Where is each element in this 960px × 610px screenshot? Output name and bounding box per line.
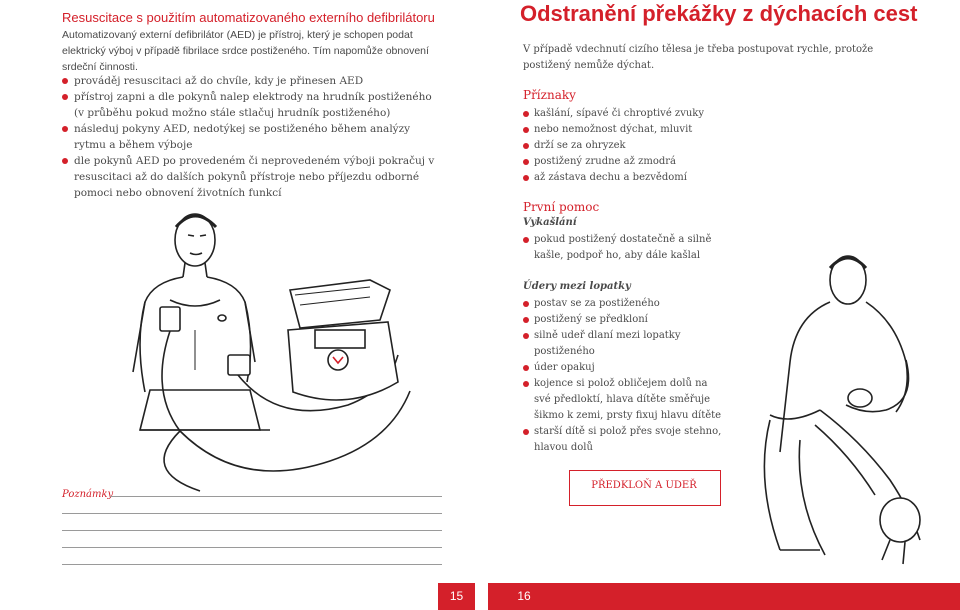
list-item [523,296,723,312]
bullet-icon [523,317,529,323]
symptom-text: kašlání, sípavé či chroptivé zvuky [534,108,704,119]
list-item [523,122,763,138]
bullet-icon [523,143,529,149]
list-item [523,170,763,186]
right-page-title: Odstranění překážky z dýchacích cest [520,1,918,26]
blow-text: postižený se předkloní [534,314,648,325]
symptom-text: až zástava dechu a bezvědomí [534,172,687,183]
notes-label: Poznámky [62,489,114,500]
symptom-text: drží se za ohryzek [534,140,626,151]
list-item [523,312,723,328]
list-item [523,138,763,154]
blow-text: kojence si polož obličejem dolů na své předloktí, hlava dítěte směřuje šikmo k zemi, prsty fixuj hlavu dítěte [534,378,722,421]
list-item [523,106,763,122]
step-text: následuj pokyny AED, nedotýkej se postiženého během analýzy rytmu a během výboje [74,123,411,151]
aed-steps-list [62,73,444,201]
blow-text: starší dítě si polož přes svoje stehno, hlavou dolů [534,426,722,453]
lean-and-strike-label: PŘEDKLOŇ A UDEŘ [591,480,697,491]
bullet-icon [523,365,529,371]
bullet-icon [523,127,529,133]
aed-illustration [110,205,450,495]
list-item [62,89,444,121]
cough-list [523,232,723,264]
bullet-icon [523,301,529,307]
list-item [523,154,763,170]
left-intro-text: Automatizovaný externí defibrilátor (AED) je přístroj, který je schopen podat elektrický výboj v případě fibrilace srdce postiženého. Tím napomůže obnovení srdeční činnosti. [62,29,429,73]
note-line [62,513,442,514]
step-text: přístroj zapni a dle pokynů nalep elektrody na hrudník postiženého (v průběhu pokud možno stále stlačuj hrudník postiženého) [74,91,432,119]
note-line [62,530,442,531]
cough-heading: Vykašlání [523,217,577,228]
step-text: prováděj resuscitaci až do chvíle, kdy je přinesen AED [74,75,364,87]
symptom-text: nebo nemožnost dýchat, mluvit [534,124,693,135]
step-text: dle pokynů AED po provedeném či neprovedeném výboji pokračuj v resuscitaci až do dalších pokynů přístroje nebo příjezdu odborné pomoci nebo obnovení životních funkcí [74,155,435,199]
note-line [62,547,442,548]
bullet-icon [523,333,529,339]
right-intro-text: V případě vdechnutí cizího tělesa je třeba postupovat rychle, protože postižený nemůže dýchat. [523,44,874,71]
symptoms-list [523,106,763,186]
back-blows-illustration [730,240,955,575]
bullet-icon [62,126,68,132]
list-item [523,360,723,376]
list-item [523,232,723,264]
bullet-icon [523,381,529,387]
page-number-right: 16 [517,589,531,603]
blow-text: úder opakuj [534,362,595,373]
symptom-text: postižený zrudne až zmodrá [534,156,676,167]
bullet-icon [523,237,529,243]
list-item [523,424,723,456]
list-item [62,153,444,201]
list-item [62,73,444,89]
first-aid-heading: První pomoc [523,200,600,214]
bullet-icon [62,158,68,164]
left-page-title: Resuscitace s použitím automatizovaného externího defibrilátoru [62,10,435,25]
bullet-icon [62,78,68,84]
bullet-icon [523,429,529,435]
cough-text: pokud postižený dostatečně a silně kašle, podpoř ho, aby dále kašlal [534,234,712,261]
bullet-icon [523,175,529,181]
note-line [62,564,442,565]
blows-heading: Údery mezi lopatky [523,281,631,292]
blows-list [523,296,723,456]
bullet-icon [523,111,529,117]
symptoms-heading: Příznaky [523,88,576,102]
list-item [523,376,723,424]
list-item [62,121,444,153]
bullet-icon [62,94,68,100]
list-item [523,328,723,360]
blow-text: silně udeř dlaní mezi lopatky postiženého [534,330,681,357]
blow-text: postav se za postiženého [534,298,660,309]
page-number-left: 15 [438,583,475,610]
bullet-icon [523,159,529,165]
note-line [110,496,442,497]
